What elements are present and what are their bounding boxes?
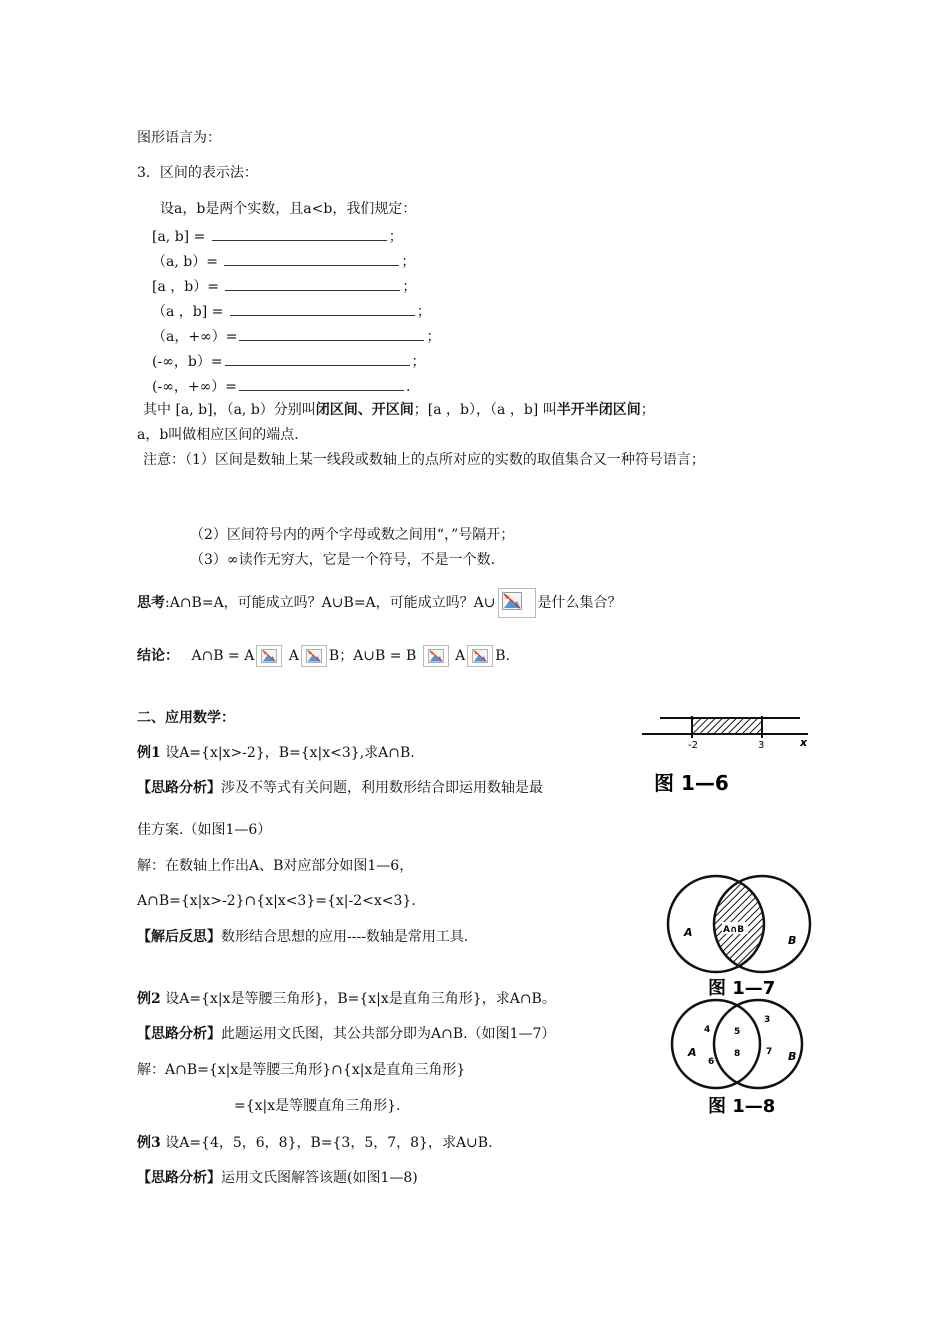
tick-label-right: 3 xyxy=(758,740,765,751)
line-graphic-language: 图形语言为： xyxy=(137,130,221,146)
set-a-circle xyxy=(672,1000,760,1088)
analysis-1-cont: 佳方案.（如图1—6） xyxy=(137,822,272,838)
think-label: 思考 xyxy=(137,595,165,611)
interval-expr: （a, b）= xyxy=(152,254,223,270)
section-heading-applications: 二、应用数学： xyxy=(137,710,235,726)
answer-blank[interactable] xyxy=(230,301,415,316)
set-b-label: B xyxy=(788,934,797,947)
broken-image-icon xyxy=(498,588,536,618)
interval-expr: (-∞，b）= xyxy=(152,354,223,370)
figure-1-8-venn xyxy=(660,998,820,1120)
answer-blank[interactable] xyxy=(212,226,387,241)
answer-blank[interactable] xyxy=(224,251,399,266)
answer-blank[interactable] xyxy=(239,326,424,341)
figure-caption: 图 1—8 xyxy=(708,1096,776,1117)
broken-image-icon xyxy=(467,645,493,667)
interval-expr: （a ，b] = xyxy=(152,304,228,320)
tick-label-left: -2 xyxy=(688,740,698,751)
figure-1-7-venn xyxy=(660,872,820,1002)
interval-row-6: (-∞，b）= ； xyxy=(152,351,426,372)
set-b-circle xyxy=(714,1000,802,1088)
intersection-label: A∩B xyxy=(723,925,745,935)
solution-2-result: ={x|x是等腰直角三角形}. xyxy=(234,1098,401,1114)
interval-row-7: (-∞，+∞）= . xyxy=(152,376,410,397)
figure-1-6-number-line xyxy=(640,708,820,798)
interval-row-1: [a, b] = ； xyxy=(152,226,403,247)
set-a-label: A xyxy=(684,926,693,939)
endpoints-line: a，b叫做相应区间的端点. xyxy=(137,427,299,443)
example-1: 例1 设A={x|x>-2}，B={x|x<3},求A∩B. xyxy=(137,745,415,761)
answer-blank[interactable] xyxy=(239,376,404,391)
term-half-open: 半开半闭区间 xyxy=(556,402,641,418)
interval-row-5: （a，+∞）= ； xyxy=(152,326,440,347)
term-closed-open: 闭区间、开区间 xyxy=(315,402,414,418)
element-label: 4 xyxy=(704,1025,711,1035)
interval-expr: [a ，b）= xyxy=(152,279,224,295)
interval-expr: (-∞，+∞）= xyxy=(152,379,237,395)
element-label: 3 xyxy=(764,1015,771,1025)
axis-label-x: x xyxy=(800,736,808,749)
note-3: （3）∞读作无穷大，它是一个符号，不是一个数. xyxy=(190,552,496,568)
note-2: （2）区间符号内的两个字母或数之间用“，”号隔开； xyxy=(190,527,515,543)
analysis-3: 【思路分析】运用文氏图解答该题(如图1—8) xyxy=(137,1170,418,1186)
element-label: 8 xyxy=(734,1049,741,1059)
interval-expr: （a，+∞）= xyxy=(152,329,238,345)
figure-caption: 图 1—7 xyxy=(708,978,776,999)
heading-interval-notation: 3．区间的表示法： xyxy=(137,165,258,181)
element-label: 6 xyxy=(708,1057,715,1067)
solution-2: 解：A∩B={x|x是等腰三角形}∩{x|x是直角三角形} xyxy=(137,1062,466,1078)
note-1: 注意：（1）区间是数轴上某一线段或数轴上的点所对应的实数的取值集合又一种符号语言； xyxy=(143,452,705,468)
conclusion-label: 结论： xyxy=(137,648,179,664)
reflection-1: 【解后反思】数形结合思想的应用----数轴是常用工具. xyxy=(137,929,469,945)
element-label: 7 xyxy=(766,1047,773,1057)
interval-row-2: （a, b）= ； xyxy=(152,251,415,272)
broken-image-icon xyxy=(423,645,449,667)
interval-row-3: [a ，b）= ； xyxy=(152,276,416,297)
interval-names-line: 其中 [a, b]，（a, b）分别叫闭区间、开区间；[a ，b），（a ，b] 叫半开半闭区间； xyxy=(143,402,655,418)
solution-1-result: A∩B={x|x>-2}∩{x|x<3}={x|-2<x<3}. xyxy=(137,893,416,909)
solution-1: 解：在数轴上作出A、B对应部分如图1—6， xyxy=(137,858,414,874)
element-label: 5 xyxy=(734,1027,741,1037)
broken-image-icon xyxy=(301,645,327,667)
broken-image-icon xyxy=(256,645,282,667)
conclusion-line: 结论： A∩B = A A B；A∪B = B A B. xyxy=(137,645,510,667)
interval-row-4: （a ，b] = ； xyxy=(152,301,431,322)
interval-expr: [a, b] = xyxy=(152,229,210,245)
set-a-label: A xyxy=(688,1046,697,1059)
figure-caption: 图 1—6 xyxy=(654,771,729,795)
set-b-label: B xyxy=(788,1050,797,1063)
answer-blank[interactable] xyxy=(225,351,410,366)
example-3: 例3 设A={4，5，6，8}，B={3，5，7，8}，求A∪B. xyxy=(137,1135,493,1151)
intersection-region xyxy=(692,718,762,734)
answer-blank[interactable] xyxy=(225,276,400,291)
example-2: 例2 设A={x|x是等腰三角形}，B={x|x是直角三角形}，求A∩B。 xyxy=(137,991,556,1007)
analysis-2: 【思路分析】此题运用文氏图，其公共部分即为A∩B.（如图1—7） xyxy=(137,1026,556,1042)
line-definition: 设a，b是两个实数，且a<b，我们规定： xyxy=(160,201,417,217)
think-line: 思考:A∩B=A，可能成立吗？A∪B=A，可能成立吗？A∪ 是什么集合？ xyxy=(137,588,622,618)
analysis-1: 【思路分析】涉及不等式有关问题，利用数形结合即运用数轴是最 xyxy=(137,780,543,796)
